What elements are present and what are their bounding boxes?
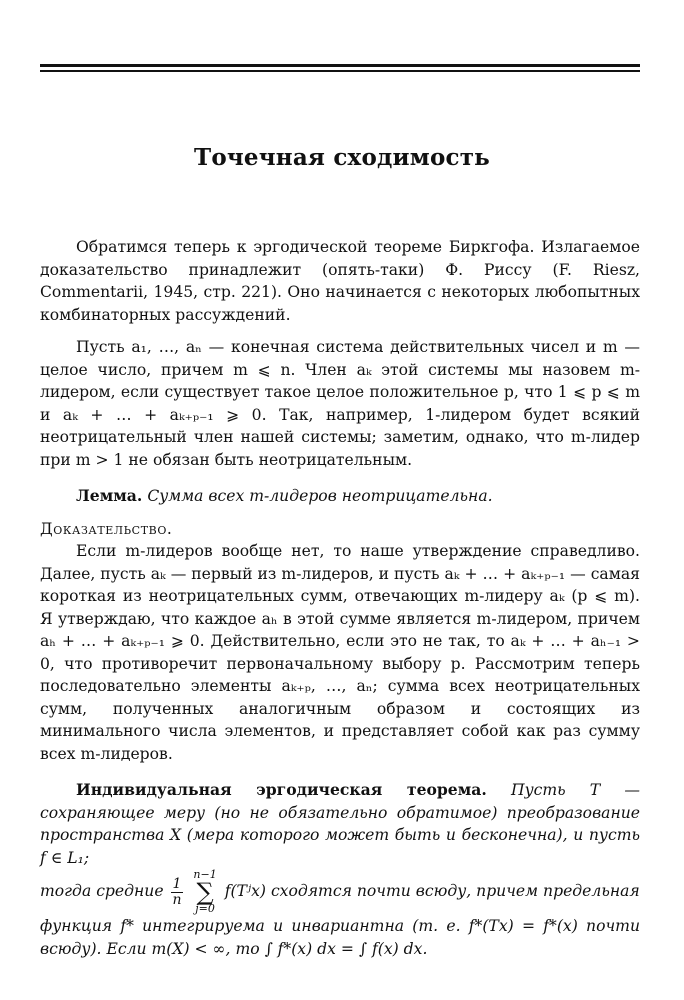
sum-upper-limit: n−1 <box>193 868 217 881</box>
theorem-text-1: Пусть T — сохраняющее меру (но не обязательно обратимое) преобразование пространства X (мера которого может быть и бесконечна), и пусть f ∈ L₁; <box>40 781 640 867</box>
body-text <box>40 236 640 960</box>
theorem-text-3: функция f* интегрируема и инвариантна (т. е. f*(Tx) = f*(x) почти всюду). Если m(X) < ∞, то ∫ f*(x) dx = ∫ f(x) dx. <box>40 917 640 958</box>
header-rule-thin <box>40 70 640 72</box>
theorem-text-2-before: тогда средние <box>40 882 164 900</box>
fraction-1-over-n <box>171 877 184 908</box>
fraction-denominator: n <box>172 891 182 908</box>
theorem-paragraph <box>40 779 640 869</box>
sigma-symbol: ∑ <box>196 878 214 906</box>
theorem-formula-line <box>40 869 640 915</box>
intro-paragraph: Обратимся теперь к эргодической теореме Биркгофа. Излагаемое доказательство принадлежит (опять-таки) Ф. Риссу (F. Riesz, Commentarii, 1945, стр. 221). Оно начинается с некоторых любопытных комбинаторных рассуждений. <box>40 238 640 324</box>
lemma-paragraph <box>40 485 640 508</box>
definition-paragraph: Пусть a₁, …, aₙ — конечная система действительных чисел и m — целое число, причем m ⩽ n. Член aₖ этой системы мы назовем m-лидером, если существует такое целое положительное p, что 1 ⩽ p ⩽ m и aₖ + … + aₖ₊ₚ₋₁ ⩾ 0. Так, например, 1-лидером будет всякий неотрицательный член нашей системы; заметим, однако, что m-лидер при m > 1 не обязан быть неотрицательным. <box>40 338 640 469</box>
theorem-text-2-after: сходятся почти всюду, причем предельная <box>270 882 640 900</box>
lemma-statement: Сумма всех m-лидеров неотрицательна. <box>147 487 493 505</box>
sum-term: f(Tʲx) <box>224 882 266 900</box>
sum-lower-limit: j=0 <box>195 902 215 915</box>
section-title: Точечная сходимость <box>194 144 490 171</box>
proof-label: Доказательство. <box>40 519 173 538</box>
theorem-label: Индивидуальная эргодическая теорема. <box>76 780 487 799</box>
lemma-label: Лемма. <box>76 486 143 505</box>
proof-paragraph: Если m-лидеров вообще нет, то наше утверждение справедливо. Далее, пусть aₖ — первый из m-лидеров, и пусть aₖ + … + aₖ₊ₚ₋₁ — самая короткая из неотрицательных сумм, отвечающих m-лидеру aₖ (p ⩽ m). Я утверждаю, что каждое aₕ в этой сумме является m-лидером, причем aₕ + … + aₖ₊ₚ₋₁ ⩾ 0. Действительно, если это не так, то aₖ + … + aₕ₋₁ > 0, что противоречит первоначальному выбору p. Рассмотрим теперь последовательно элементы aₖ₊ₚ, …, aₙ; сумма всех неотрицательных сумм, полученных аналогичным образом и состоящих из минимального числа элементов, и представляет собой как раз сумму всех m-лидеров. <box>40 542 640 763</box>
header-rule-thick <box>40 64 640 67</box>
summation <box>193 869 216 915</box>
fraction-numerator: 1 <box>172 875 182 892</box>
